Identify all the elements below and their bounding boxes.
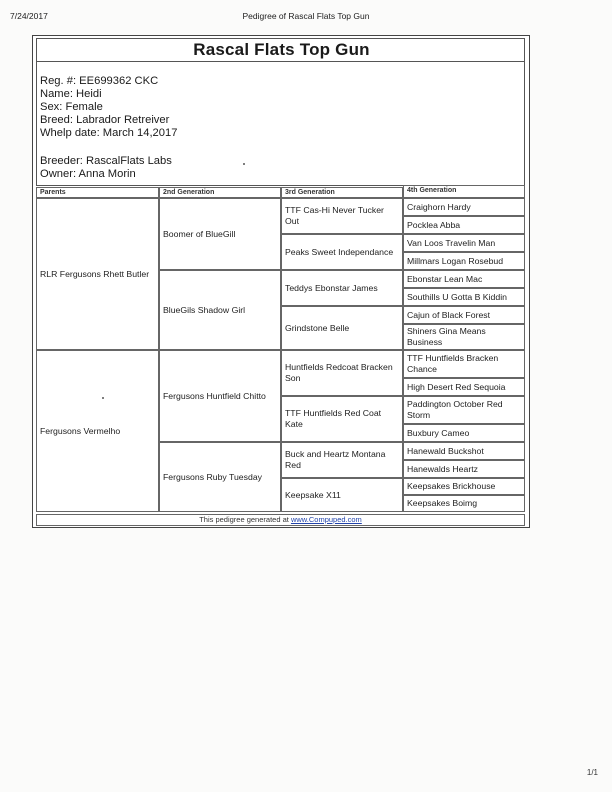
gen4-7-name: Cajun of Black Forest	[407, 309, 491, 320]
gen4-2-name: Pocklea Abba	[407, 219, 461, 230]
gen3-3	[281, 270, 403, 306]
gen4-4-name: Millmars Logan Rosebud	[407, 255, 504, 266]
gen4-13	[403, 442, 525, 460]
gen2-4-name: Fergusons Ruby Tuesday	[163, 471, 262, 482]
gen2-3-name: Fergusons Huntfield Chitto	[163, 390, 266, 401]
title-divider	[37, 61, 524, 62]
gen4-9-name: TTF Huntfields Bracken Chance	[407, 353, 499, 374]
parent-sire-name: RLR Fergusons Rhett Butler	[40, 268, 150, 279]
col-header-gen2: 2nd Generation	[159, 187, 281, 198]
page-number: 1/1	[586, 768, 598, 777]
gen3-6	[281, 396, 403, 442]
gen4-14-name: Hanewalds Heartz	[407, 463, 478, 474]
gen3-8-name: Keepsake X11	[285, 489, 341, 500]
gen2-3	[159, 350, 281, 442]
parent-dam	[36, 350, 159, 512]
gen4-8-name: Shiners Gina Means Business	[407, 326, 486, 347]
dog-info-box	[36, 38, 525, 186]
compuped-link[interactable]: www.Compuped.com	[290, 515, 362, 524]
gen3-4	[281, 306, 403, 350]
gen4-13-name: Hanewald Buckshot	[407, 445, 484, 456]
gen2-1-name: Boomer of BlueGill	[163, 228, 236, 239]
dog-sex: Sex: Female	[40, 101, 103, 113]
gen3-2	[281, 234, 403, 270]
gen4-4	[403, 252, 525, 270]
gen3-3-name: Teddys Ebonstar James	[285, 282, 378, 293]
speck	[243, 163, 245, 165]
pedigree-title: Rascal Flats Top Gun	[193, 40, 370, 59]
gen4-12	[403, 424, 525, 442]
owner: Owner: Anna Morin	[40, 168, 136, 180]
gen4-3	[403, 234, 525, 252]
gen4-14	[403, 460, 525, 478]
reg-number: Reg. #: EE699362 CKC	[40, 75, 159, 87]
dog-name: Name: Heidi	[40, 88, 102, 100]
gen4-5-name: Ebonstar Lean Mac	[407, 273, 483, 284]
gen3-4-name: Grindstone Belle	[285, 322, 350, 333]
gen4-11-name: Paddington October Red Storm	[407, 399, 503, 420]
gen3-2-name: Peaks Sweet Independance	[285, 246, 394, 257]
gen4-7	[403, 306, 525, 324]
gen4-2	[403, 216, 525, 234]
gen4-10-name: High Desert Red Sequoia	[407, 381, 506, 392]
gen4-1-name: Craighorn Hardy	[407, 201, 471, 212]
gen4-16	[403, 495, 525, 512]
gen4-6-name: Southills U Gotta B Kiddin	[407, 291, 507, 302]
gen2-2	[159, 270, 281, 350]
gen4-15	[403, 478, 525, 495]
gen4-12-name: Buxbury Cameo	[407, 427, 470, 438]
gen3-6-name: TTF Huntfields Red Coat Kate	[285, 408, 382, 429]
gen3-1	[281, 198, 403, 234]
dog-breed: Breed: Labrador Retreiver	[40, 114, 170, 126]
gen2-1	[159, 198, 281, 270]
gen4-8	[403, 324, 525, 350]
generated-note	[36, 514, 525, 526]
gen3-7	[281, 442, 403, 478]
parent-dam-name: Fergusons Vermelho	[40, 425, 121, 436]
gen2-4	[159, 442, 281, 512]
speck	[102, 397, 104, 399]
breeder: Breeder: RascalFlats Labs	[40, 155, 172, 167]
gen4-11	[403, 396, 525, 424]
col-header-parents: Parents	[36, 187, 159, 198]
gen3-5-name: Huntfields Redcoat Bracken Son	[285, 362, 393, 383]
print-date: 7/24/2017	[10, 11, 48, 21]
gen4-9	[403, 350, 525, 378]
generated-note-text: This pedigree generated at	[199, 515, 289, 524]
gen2-2-name: BlueGils Shadow Girl	[163, 304, 246, 315]
col-header-gen3: 3rd Generation	[281, 187, 403, 198]
gen3-7-name: Buck and Heartz Montana Red	[285, 449, 386, 470]
gen4-16-name: Keepsakes Boimg	[407, 498, 478, 508]
gen4-1	[403, 198, 525, 216]
whelp-date: Whelp date: March 14,2017	[40, 127, 178, 139]
gen3-5	[281, 350, 403, 396]
gen3-8	[281, 478, 403, 512]
parent-sire	[36, 198, 159, 350]
gen4-15-name: Keepsakes Brickhouse	[407, 481, 496, 491]
gen4-3-name: Van Loos Travelin Man	[407, 237, 496, 248]
print-title: Pedigree of Rascal Flats Top Gun	[242, 11, 370, 21]
col-header-gen4: 4th Generation	[403, 185, 525, 198]
gen4-10	[403, 378, 525, 396]
gen4-5	[403, 270, 525, 288]
gen4-6	[403, 288, 525, 306]
gen3-1-name: TTF Cas-Hi Never Tucker Out	[285, 205, 384, 226]
